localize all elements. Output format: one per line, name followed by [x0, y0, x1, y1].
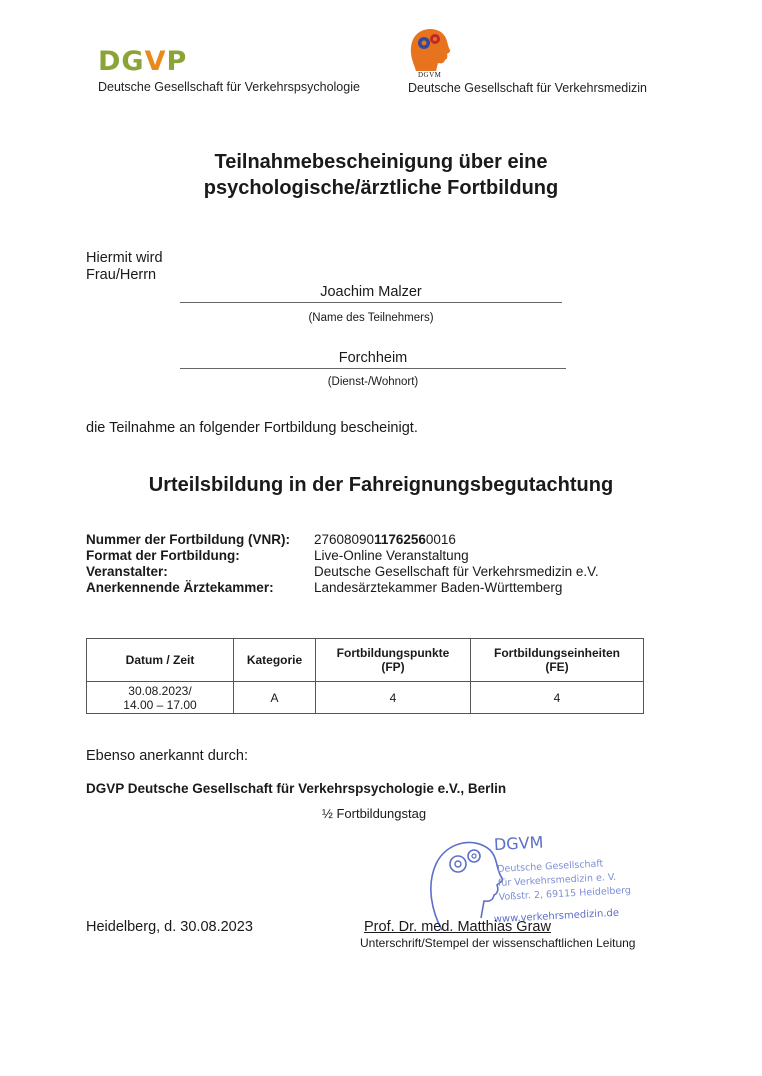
vnr-value: 2760809011762560016 [314, 532, 456, 547]
signatory-name: Prof. Dr. med. Matthias Graw [364, 919, 551, 935]
format-label: Format der Fortbildung: [86, 548, 240, 563]
table-header-row [87, 639, 644, 682]
cell-date: 30.08.2023/ 14.00 – 17.00 [87, 682, 234, 714]
stamp-line-2: für Verkehrsmedizin e. V. [497, 871, 617, 889]
signature-caption: Unterschrift/Stempel der wissenschaftlichen Leitung [360, 936, 636, 950]
also-recognized-text: Ebenso anerkannt durch: [86, 748, 249, 764]
dgvp-name: Deutsche Gesellschaft für Verkehrspsychologie [98, 80, 360, 94]
cell-category: A [234, 682, 316, 714]
dgvp-recognition: DGVP Deutsche Gesellschaft für Verkehrspsychologie e.V., Berlin [86, 781, 507, 796]
course-details [86, 532, 599, 596]
participant-name: Joachim Malzer [320, 284, 422, 300]
document-title-line-2: psychologische/ärztliche Fortbildung [203, 177, 559, 199]
organizer-value: Deutsche Gesellschaft für Verkehrsmedizin e.V. [314, 564, 599, 579]
dgvm-mini-label: DGVM [418, 71, 442, 79]
name-caption: (Name des Teilnehmers) [308, 312, 434, 324]
participant-location: Forchheim [338, 350, 408, 366]
head-gears-icon [406, 25, 454, 73]
detail-row-chamber [86, 580, 599, 596]
header-fe: Fortbildungseinheiten (FE) [471, 639, 644, 682]
format-value: Live-Online Veranstaltung [314, 548, 469, 563]
header-category: Kategorie [234, 639, 316, 682]
cell-fp: 4 [316, 682, 471, 714]
chamber-label: Anerkennende Ärztekammer: [86, 580, 274, 595]
detail-row-organizer [86, 564, 599, 580]
half-day-note: ½ Fortbildungstag [322, 806, 427, 821]
header-date: Datum / Zeit [87, 639, 234, 682]
stamp-line-3: Voßstr. 2, 69115 Heidelberg [498, 885, 632, 903]
header-fp: Fortbildungspunkte (FP) [316, 639, 471, 682]
intro-line-1: Hiermit wird [86, 250, 163, 266]
dgvp-logo [98, 48, 360, 94]
detail-row-format [86, 548, 599, 564]
location-caption: (Dienst-/Wohnort) [327, 376, 419, 388]
stamp-line-4: www.verkehrsmedizin.de [493, 907, 620, 926]
vnr-label: Nummer der Fortbildung (VNR): [86, 532, 290, 547]
table-row [87, 682, 644, 714]
location-underline [180, 368, 566, 369]
intro-line-2: Frau/Herrn [86, 267, 157, 283]
dgvm-name: Deutsche Gesellschaft für Verkehrsmedizin [408, 81, 647, 95]
organizer-label: Veranstalter: [86, 564, 168, 579]
detail-row-vnr [86, 532, 599, 548]
confirmation-text: die Teilnahme an folgender Fortbildung bescheinigt. [86, 420, 418, 436]
name-underline [180, 302, 562, 303]
document-title-line-1: Teilnahmebescheinigung über eine [214, 151, 548, 173]
stamp-title: DGVM [493, 832, 544, 855]
dgvp-wordmark: DGVP [98, 46, 188, 77]
points-table [86, 638, 644, 714]
course-title: Urteilsbildung in der Fahreignungsbegutachtung [148, 474, 614, 496]
cell-fe: 4 [471, 682, 644, 714]
chamber-value: Landesärztekammer Baden-Württemberg [314, 580, 563, 595]
place-and-date: Heidelberg, d. 30.08.2023 [86, 919, 253, 935]
stamp-line-1: Deutsche Gesellschaft [496, 858, 604, 875]
